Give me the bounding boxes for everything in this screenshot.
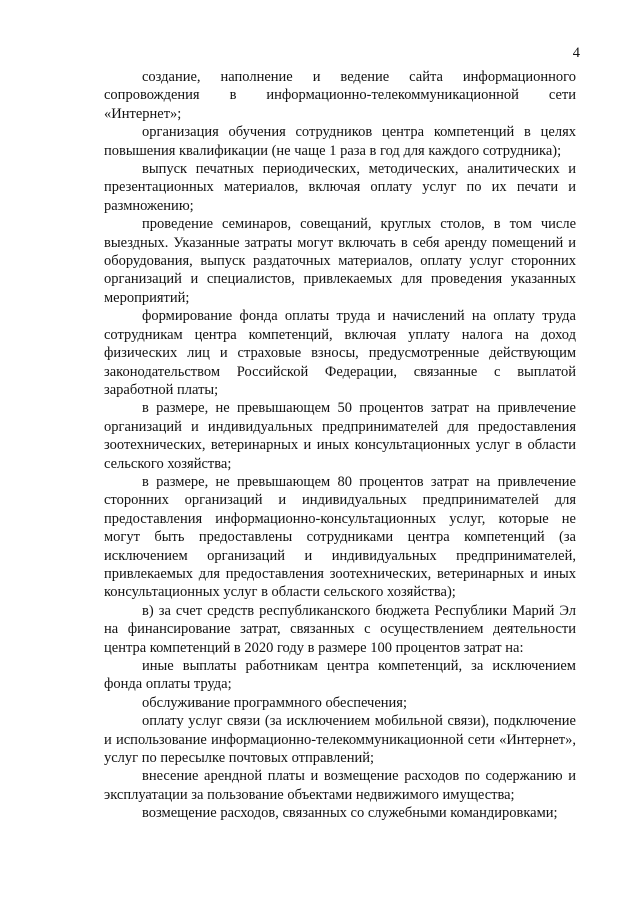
paragraph-training: организация обучения сотрудников центра компетенций в целях повышения квалификации (не чаще 1 раза в год для каждого сотрудника); <box>104 124 576 159</box>
paragraph-80-percent: в размере, не превышающем 80 процентов затрат на привлечение сторонних организаций и индивидуальных предпринимателей для предоставления информационно-консультационных услуг, которые не могут быть предоставлены сотрудниками центра компетенций (за исключением организаций и индивидуальных предпринимателей, привлекаемых для предоставления зоотехнических, ветеринарных и иных консультационных услуг в области сельского хозяйства); <box>104 473 576 601</box>
paragraph-business-trips: возмещение расходов, связанных со служебными командировками; <box>142 805 558 822</box>
paragraph-communications: оплату услуг связи (за исключением мобильной связи), подключение и использование информационно-телекоммуникационной сети «Интернет», услуг по пересылке почтовых отправлений; <box>104 713 576 767</box>
page-number: 4 <box>572 45 580 61</box>
paragraph-software: обслуживание программного обеспечения; <box>142 694 407 711</box>
paragraph-payroll: формирование фонда оплаты труда и начислений на оплату труда сотрудникам центра компетенций, включая уплату налога на доход физических лиц и страховые взносы, предусмотренные действующим законодательством Российской Федерации, связанные с выплатой заработной платы; <box>104 308 576 398</box>
paragraph-website: создание, наполнение и ведение сайта информационного сопровождения в информационно-телекоммуникационной сети «Интернет»; <box>104 69 576 122</box>
paragraph-other-payments: иные выплаты работникам центра компетенций, за исключением фонда оплаты труда; <box>104 658 576 693</box>
paragraph-seminars: проведение семинаров, совещаний, круглых столов, в том числе выездных. Указанные затраты могут включать в себя аренду помещений и оборудования, выпуск раздаточных материалов, оплату услуг сторонних организаций и специалистов, привлекаемых для проведения указанных мероприятий; <box>104 216 576 306</box>
paragraph-republic-budget: в) за счет средств республиканского бюджета Республики Марий Эл на финансирование затрат, связанных с осуществлением деятельности центра компетенций в 2020 году в размере 100 процентов затрат на: <box>104 602 576 656</box>
document-body <box>104 68 576 823</box>
paragraph-printed-materials: выпуск печатных периодических, методических, аналитических и презентационных материалов, включая оплату услуг по их печати и размножению; <box>104 161 576 214</box>
paragraph-rent: внесение арендной платы и возмещение расходов по содержанию и эксплуатации за пользование объектами недвижимого имущества; <box>104 768 576 803</box>
paragraph-50-percent: в размере, не превышающем 50 процентов затрат на привлечение организаций и индивидуальных предпринимателей для предоставления зоотехнических, ветеринарных и иных консультационных услуг в области сельского хозяйства; <box>104 400 576 472</box>
